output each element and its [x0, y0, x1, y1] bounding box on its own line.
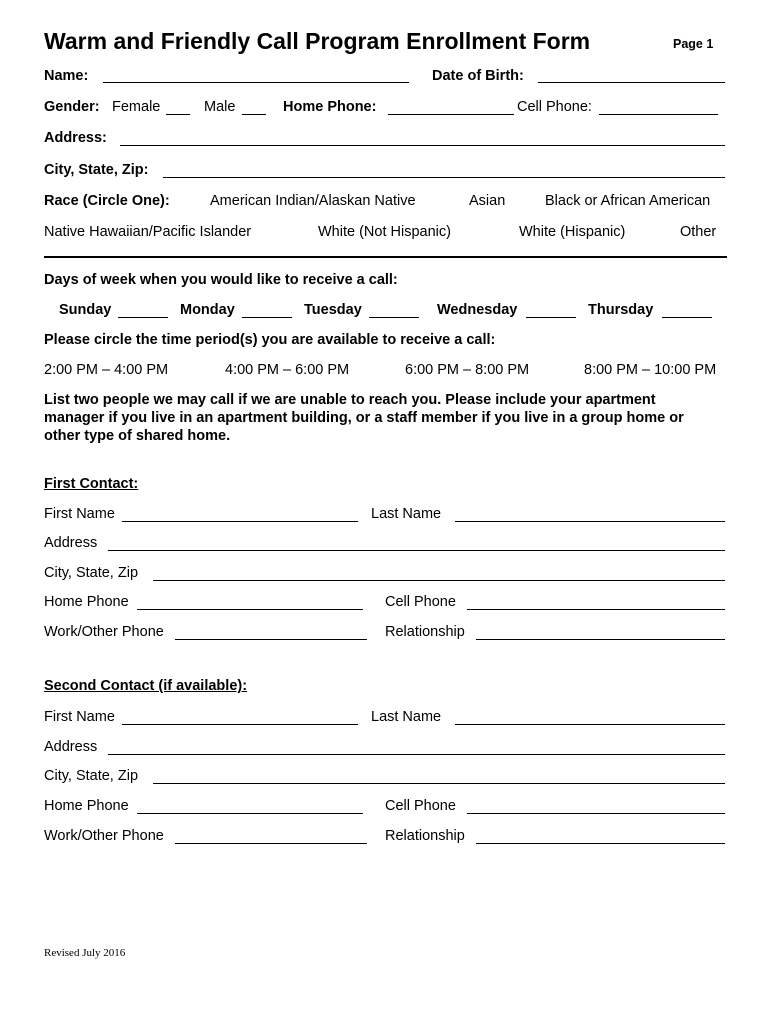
dob-label: Date of Birth: — [432, 68, 524, 84]
second-contact-first-name-field[interactable] — [122, 724, 358, 725]
first-contact-relationship-field[interactable] — [476, 639, 725, 640]
home-phone-label: Home Phone: — [283, 99, 377, 115]
city-state-zip-field[interactable] — [163, 177, 725, 178]
first-contact-address-field[interactable] — [108, 550, 725, 551]
day-thursday-field[interactable] — [662, 317, 712, 318]
race-option-american-indian[interactable]: American Indian/Alaskan Native — [210, 193, 416, 209]
day-tuesday-field[interactable] — [369, 317, 419, 318]
first-contact-work-phone-field[interactable] — [175, 639, 367, 640]
name-field[interactable] — [103, 82, 409, 83]
contacts-instructions-line-1: List two people we may call if we are unable to reach you. Please include your apartment — [44, 392, 656, 408]
first-contact-last-name-field[interactable] — [455, 521, 725, 522]
day-sunday-label: Sunday — [59, 302, 112, 318]
race-option-other[interactable]: Other — [680, 224, 717, 240]
first-contact-cell-phone-field[interactable] — [467, 609, 725, 610]
section-divider — [44, 256, 727, 258]
day-monday-label: Monday — [180, 302, 235, 318]
first-contact-first-name-label: First Name — [44, 506, 115, 522]
city-state-zip-label: City, State, Zip: — [44, 162, 149, 178]
second-contact-cell-phone-label: Cell Phone — [385, 798, 456, 814]
contacts-instructions-line-2: manager if you live in an apartment building, or a staff member if you live in a group home or — [44, 410, 684, 426]
day-tuesday-label: Tuesday — [304, 302, 362, 318]
race-option-asian[interactable]: Asian — [469, 193, 506, 209]
race-option-black[interactable]: Black or African American — [545, 193, 711, 209]
form-title: Warm and Friendly Call Program Enrollment Form — [44, 28, 591, 54]
address-field[interactable] — [120, 145, 725, 146]
day-monday-field[interactable] — [242, 317, 292, 318]
second-contact-home-phone-label: Home Phone — [44, 798, 129, 814]
second-contact-last-name-field[interactable] — [455, 724, 725, 725]
cell-phone-field[interactable] — [599, 114, 718, 115]
time-prompt: Please circle the time period(s) you are available to receive a call: — [44, 332, 496, 348]
race-option-white-hispanic[interactable]: White (Hispanic) — [519, 224, 626, 240]
second-contact-address-label: Address — [44, 739, 98, 755]
second-contact-city-field[interactable] — [153, 783, 725, 784]
gender-male-label: Male — [204, 99, 236, 115]
page-number: Page 1 — [673, 37, 714, 51]
day-sunday-field[interactable] — [118, 317, 168, 318]
contacts-instructions-line-3: other type of shared home. — [44, 428, 231, 444]
time-option-2-4[interactable]: 2:00 PM – 4:00 PM — [44, 362, 169, 378]
cell-phone-label: Cell Phone: — [517, 99, 592, 115]
day-thursday-label: Thursday — [588, 302, 654, 318]
time-option-6-8[interactable]: 6:00 PM – 8:00 PM — [405, 362, 530, 378]
first-contact-city-field[interactable] — [153, 580, 725, 581]
gender-male-field[interactable] — [242, 114, 266, 115]
first-contact-cell-phone-label: Cell Phone — [385, 594, 456, 610]
first-contact-city-label: City, State, Zip — [44, 565, 139, 581]
second-contact-home-phone-field[interactable] — [137, 813, 363, 814]
first-contact-relationship-label: Relationship — [385, 624, 465, 640]
second-contact-last-name-label: Last Name — [371, 709, 442, 725]
second-contact-work-phone-field[interactable] — [175, 843, 367, 844]
second-contact-work-phone-label: Work/Other Phone — [44, 828, 164, 844]
dob-field[interactable] — [538, 82, 725, 83]
second-contact-first-name-label: First Name — [44, 709, 115, 725]
second-contact-address-field[interactable] — [108, 754, 725, 755]
first-contact-home-phone-label: Home Phone — [44, 594, 129, 610]
first-contact-work-phone-label: Work/Other Phone — [44, 624, 164, 640]
home-phone-field[interactable] — [388, 114, 514, 115]
first-contact-last-name-label: Last Name — [371, 506, 442, 522]
day-wednesday-field[interactable] — [526, 317, 576, 318]
race-label: Race (Circle One): — [44, 193, 170, 209]
first-contact-address-label: Address — [44, 535, 98, 551]
day-wednesday-label: Wednesday — [437, 302, 518, 318]
revision-note: Revised July 2016 — [44, 947, 126, 959]
gender-label: Gender: — [44, 99, 100, 115]
time-option-4-6[interactable]: 4:00 PM – 6:00 PM — [225, 362, 350, 378]
second-contact-heading: Second Contact (if available): — [44, 678, 248, 694]
name-label: Name: — [44, 68, 89, 84]
race-option-native-hawaiian[interactable]: Native Hawaiian/Pacific Islander — [44, 224, 252, 240]
race-option-white-not-hispanic[interactable]: White (Not Hispanic) — [318, 224, 451, 240]
second-contact-relationship-field[interactable] — [476, 843, 725, 844]
first-contact-heading: First Contact: — [44, 476, 139, 492]
days-prompt: Days of week when you would like to receive a call: — [44, 272, 398, 288]
first-contact-home-phone-field[interactable] — [137, 609, 363, 610]
gender-female-field[interactable] — [166, 114, 190, 115]
address-label: Address: — [44, 130, 107, 146]
first-contact-first-name-field[interactable] — [122, 521, 358, 522]
second-contact-city-label: City, State, Zip — [44, 768, 139, 784]
gender-female-label: Female — [112, 99, 161, 115]
second-contact-relationship-label: Relationship — [385, 828, 465, 844]
second-contact-cell-phone-field[interactable] — [467, 813, 725, 814]
time-option-8-10[interactable]: 8:00 PM – 10:00 PM — [584, 362, 717, 378]
